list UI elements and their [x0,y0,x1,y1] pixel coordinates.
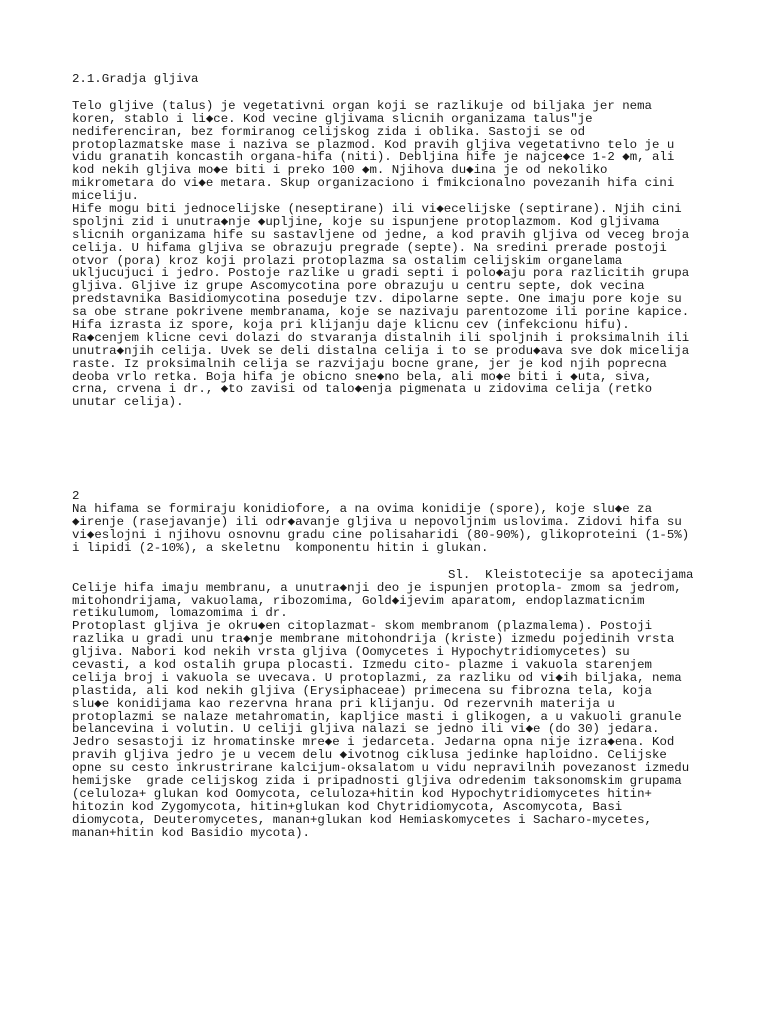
text-line: sa obe strane pokrivene membranama, koje se nazivaju parentozome ili porine kapice. [72,305,690,320]
text-line: ◆irenje (rasejavanje) ili odr◆avanje gljiva u nepovoljnim uslovima. Zidovi hifa su [72,515,682,530]
paragraph-block-3 [72,582,752,840]
text-line: Celije hifa imaju membranu, a unutra◆nji deo je ispunjen protopla- zmom sa jedrom, [72,580,682,595]
text-line: gljiva. Nabori kod nekih vrsta gljiva (Oomycetes i Hypochytridiomycetes) su [72,645,630,660]
spacer [72,86,752,100]
text-line: vidu granatih koncastih organa-hifa (niti). Debljina hife je najce◆ce 1-2 ◆m, ali [72,150,675,165]
text-line: slicnih organizama hife su sastavljene od jedne, a kod pravih gljiva od veceg broja [72,227,690,242]
text-line: razlika u gradi unu tra◆nje membrane mitohondrija (kriste) izmedu pojedinih vrsta [72,632,675,647]
text-line: mitohondrijama, vakuolama, ribozomima, Gold◆ijevim aparatom, endoplazmaticnim [72,593,645,608]
text-line: kod nekih gljiva mo◆e biti i preko 100 ◆m. Njihova du◆ina je od nekoliko [72,163,608,178]
text-line: deoba vrlo retka. Boja hifa je obicno sne◆no bela, ali mo◆e biti i ◆uta, siva, [72,369,653,384]
document-page [72,73,752,839]
figure-caption: Sl. Kleistotecije sa apotecijama [448,567,694,582]
text-line: spoljni zid i unutra◆nje ◆upljine, koje su ispunjene protoplazmom. Kod gljivama [72,214,660,229]
text-line: (celuloza+ glukan kod Oomycota, celuloza+hitin kod Hypochytridiomycetes hitin+ [72,786,652,801]
text-line: opne su cesto inkrustrirane kalcijum-oksalatom u vidu nepravilnih povezanost izmedu [72,761,690,776]
text-line: vi◆eslojni i njihovu osnovnu gradu cine polisaharidi (80-90%), glikoproteini (1-5%) [72,527,690,542]
text-line: ukljucujuci i jedro. Postoje razlike u gradi septi i polo◆aju pora razlicitih grupa [72,266,690,281]
text-line: nediferenciran, bez formiranog celijskog zida i oblika. Sastoji se od [72,124,586,139]
text-line: Hifa izrasta iz spore, koja pri klijanju daje klicnu cev (infekcionu hifu). [72,318,630,333]
text-line: pravih gljiva jedro je u vecem delu ◆ivotnog ciklusa jedinke haploidno. Celijske [72,748,667,763]
section-title: 2.1.Gradja gljiva [72,72,199,86]
text-line: celija. U hifama gljiva se obrazuju pregrade (septe). Na sredini prerade postoji [72,240,667,255]
text-line: i lipidi (2-10%), a skeletnu komponentu hitin i glukan. [72,540,489,555]
text-line: retikulumom, lomazomima i dr. [72,606,288,621]
text-line: miceliju. [72,189,139,204]
text-line: diomycota, Deuteromycetes, manan+glukan kod Hemiaskomycetes i Sacharo-mycetes, [72,812,652,827]
text-line: Hife mogu biti jednocelijske (neseptirane) ili vi◆ecelijske (septirane). Njih cini [72,202,682,217]
text-line: Telo gljive (talus) je vegetativni organ koji se razlikuje od biljaka jer nema [72,98,652,113]
text-line: predstavnika Basidiomycotina poseduje tzv. dipolarne septe. One imaju pore koje su [72,292,682,307]
text-line: crna, crvena i dr., ◆to zavisi od talo◆enja pigmenata u zidovima celija (retko [72,382,653,397]
text-line: otvor (pora) kroz koji prolazi protoplazma sa ostalim celijskim organelama [72,253,623,268]
text-line: belancevina i volutin. U celiji gljiva nalazi se jedno ili vi◆e (do 30) jedara. [72,722,660,737]
text-line: unutra◆njih celija. Uvek se deli distalna celija i to se produ◆ava sve dok micelija [72,343,690,358]
text-line: raste. Iz proksimalnih celija se razvijaju bocne grane, jer je kod njih poprecna [72,356,667,371]
text-line: manan+hitin kod Basidio mycota). [72,825,310,840]
paragraph-block-2 [72,503,752,555]
page-number: 2 [72,489,80,504]
text-line: koren, stablo i li◆ce. Kod vecine gljivama slicnih organizama talus"je [72,111,593,126]
paragraph-block-1 [72,100,752,409]
text-line: Jedro sesastoji iz hromatinske mre◆e i jedarceta. Jedarna opna nije izra◆ena. Kod [72,735,675,750]
text-line: protoplazmi se nalaze metahromatin, kapljice masti i glikogen, a u vakuoli granule [72,709,682,724]
text-line: hitozin kod Zygomycota, hitin+glukan kod Chytridiomycota, Ascomycota, Basi [72,799,623,814]
text-line: cevasti, a kod ostalih grupa plocasti. Izmedu cito- plazme i vakuola starenjem [72,657,652,672]
text-line: Na hifama se formiraju konidiofore, a na ovima konidije (spore), koje slu◆e za [72,502,653,517]
text-line: Ra◆cenjem klicne cevi dolazi do stvaranja distalnih ili spoljnih i proksimalnih ili [72,330,690,345]
text-line: plastida, ali kod nekih gljiva (Erysiphaceae) primecena su fibrozna tela, koja [72,683,652,698]
text-line: slu◆e konidijama kao rezervna hrana pri klijanju. Od rezervnih materija u [72,696,615,711]
spacer [72,409,752,490]
text-line: mikrometara do vi◆e metara. Skup organizaciono i fmikcionalno povezanih hifa cini [72,176,675,191]
text-line: celija broj i vakuola se uvecava. U protoplazmi, za razliku od vi◆ih biljaka, nema [72,670,682,685]
text-line: Protoplast gljiva je okru◆en citoplazmat- skom membranom (plazmalema). Postoji [72,619,653,634]
text-line: protoplazmatske mase i naziva se plazmod. Kod pravih gljiva vegetativno telo je u [72,137,675,152]
text-line: gljiva. Gljive iz grupe Ascomycotina pore obrazuju u centru septe, dok vecina [72,279,645,294]
text-line: hemijske grade celijskog zida i pripadnosti gljiva odredenim taksonomskim grupama [72,773,682,788]
spacer [72,555,752,569]
text-line: unutar celija). [72,395,184,410]
